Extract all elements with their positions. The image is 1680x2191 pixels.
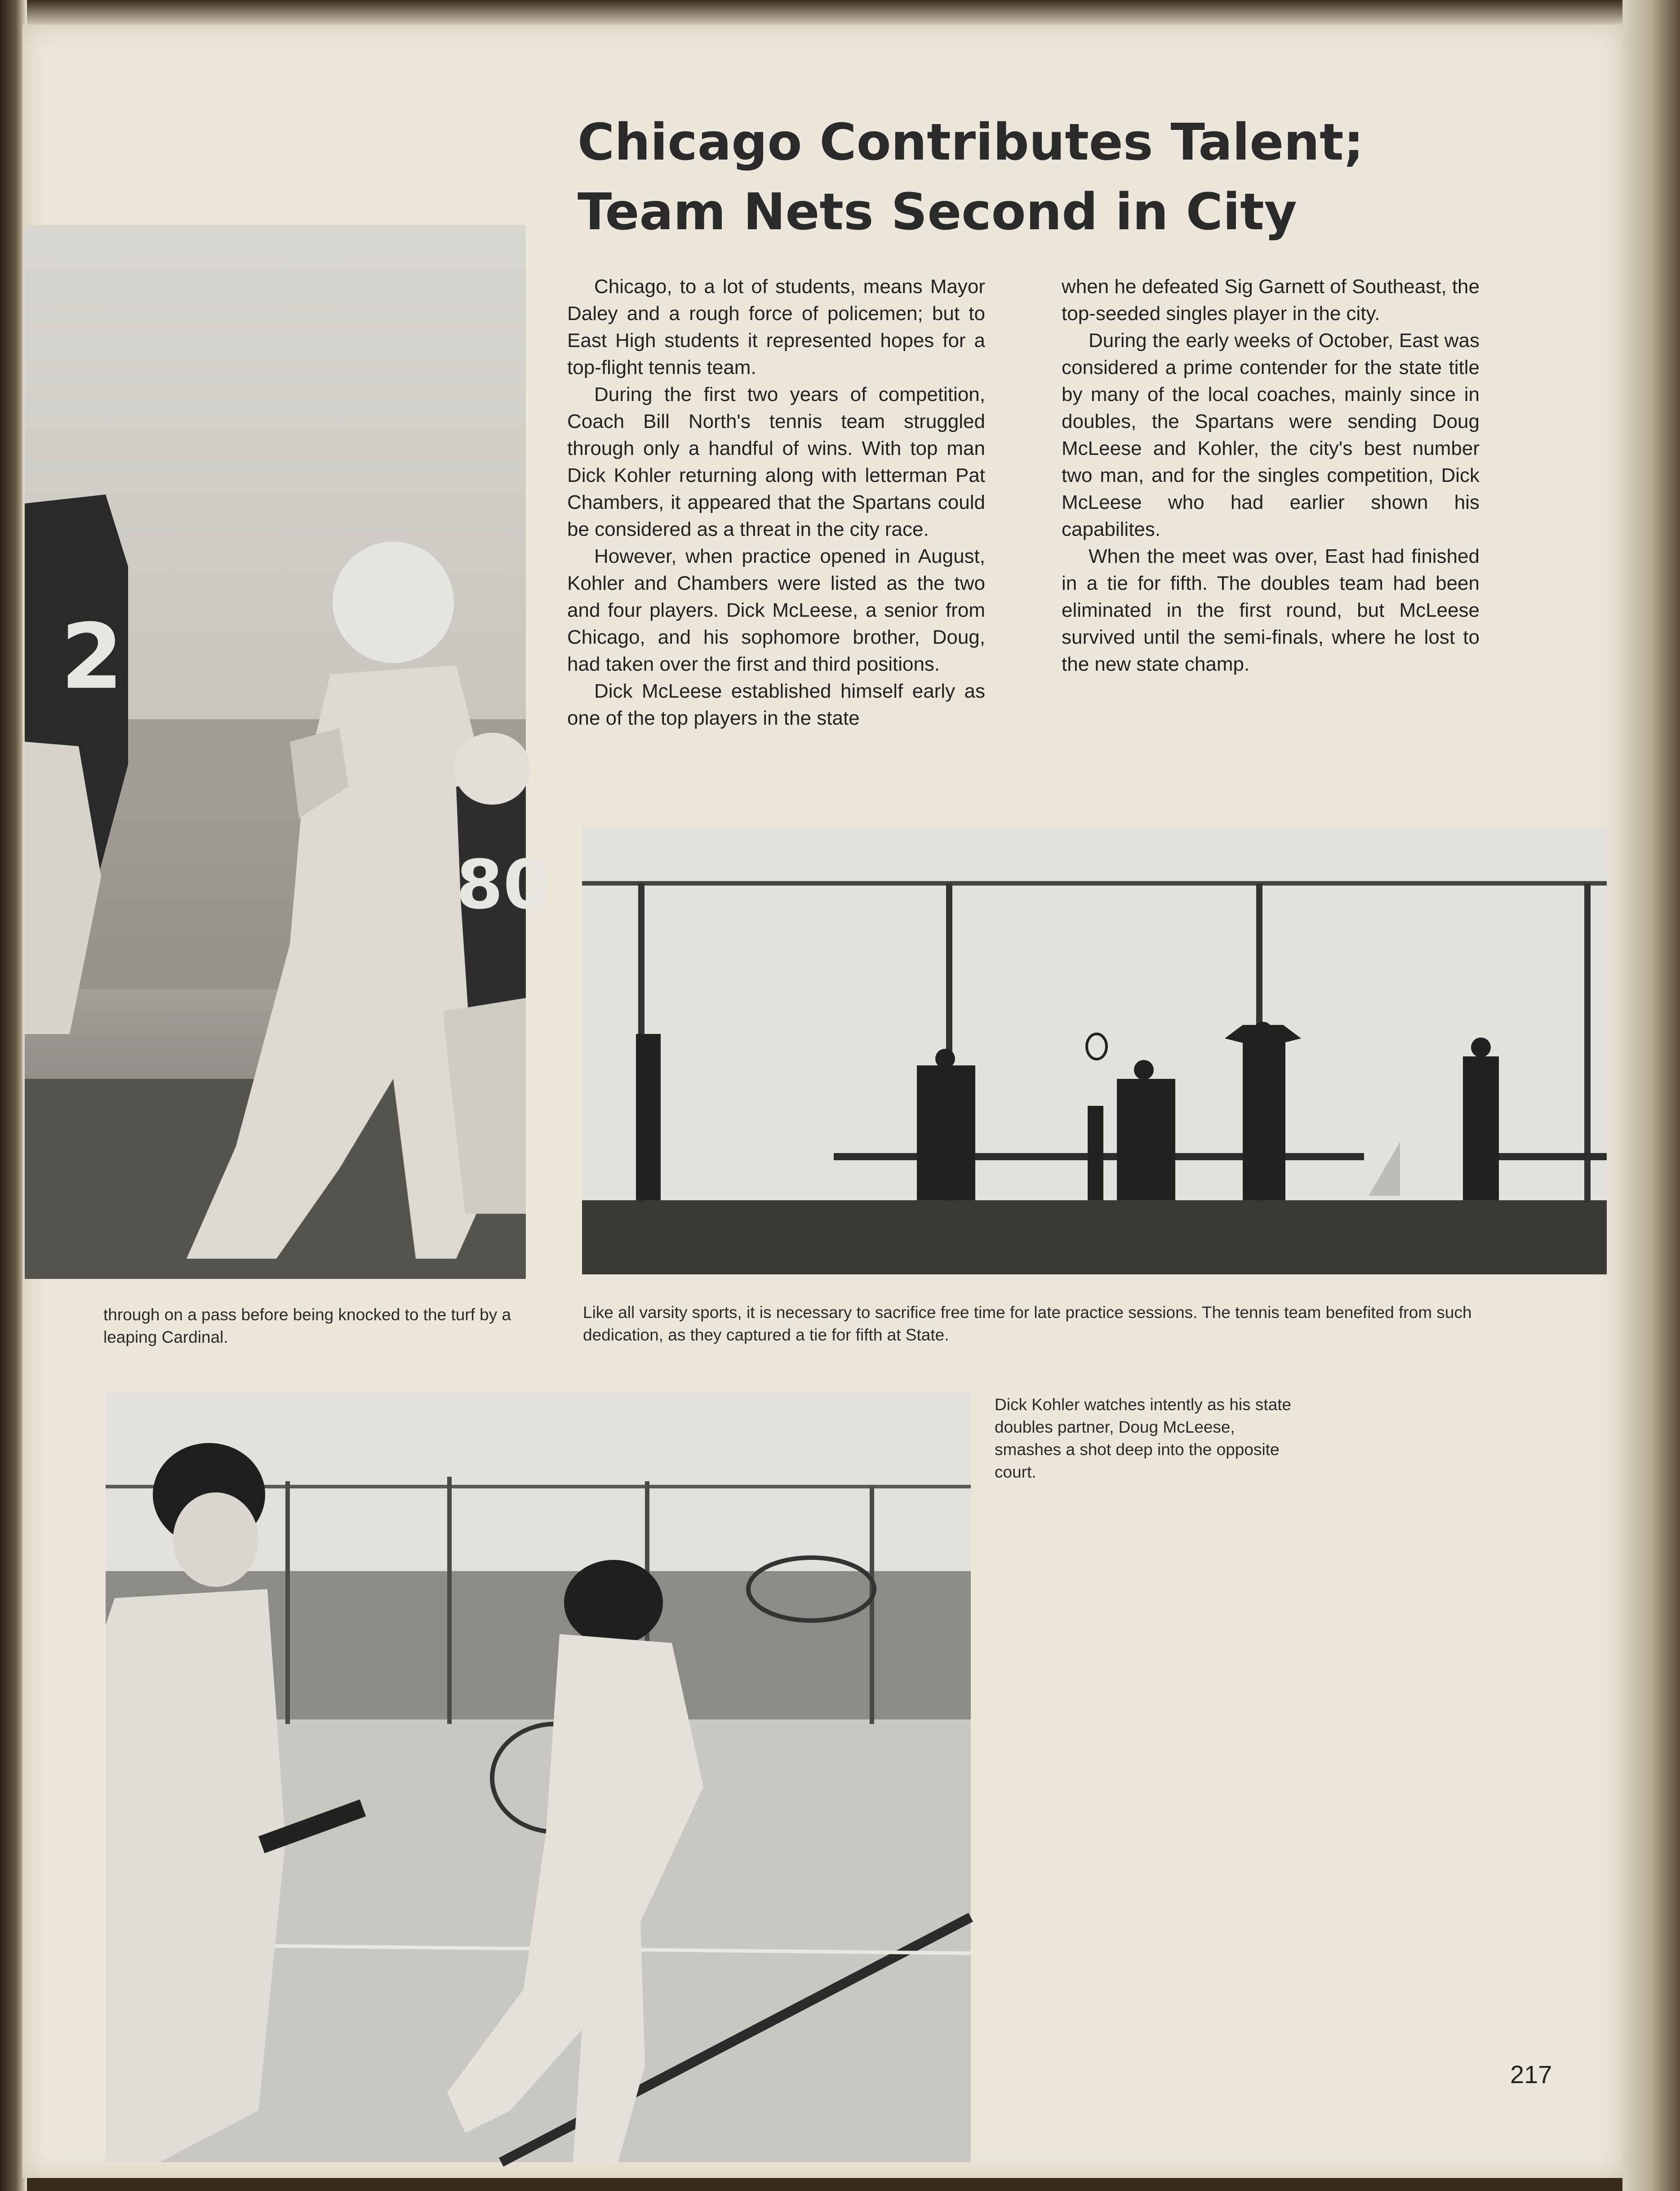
tennis-bench-photo <box>582 827 1607 1274</box>
article-column-1 <box>567 273 985 732</box>
paragraph: Dick McLeese established himself early as one of the top players in the state <box>567 680 985 729</box>
bench-scene <box>582 827 1607 1274</box>
page-top-edge <box>0 0 1680 25</box>
jersey-number-left: 2 <box>61 605 124 709</box>
paragraph: Chicago, to a lot of students, means Mayor Daley and a rough force of policemen; but to East High students it represented hopes for a top-flight tennis team. <box>567 276 985 379</box>
page-right-edge <box>1622 0 1680 2191</box>
article-column-2 <box>1062 273 1480 678</box>
paragraph: when he defeated Sig Garnett of Southeast, the top-seeded singles player in the city. <box>1062 276 1480 325</box>
tennis-doubles-photo <box>106 1391 971 2162</box>
headline-line-2: Team Nets Second in City <box>578 183 1297 241</box>
bench-caption: Like all varsity sports, it is necessary to sacrifice free time for late practice sessions. The tennis team benefited from such dedication, as they captured a tie for fifth at State. <box>583 1303 1472 1344</box>
football-caption: through on a pass before being knocked to the turf by a leaping Cardinal. <box>103 1305 511 1346</box>
football-photo <box>25 225 550 1279</box>
paragraph: However, when practice opened in August, Kohler and Chambers were listed as the two and four players. Dick McLeese, a senior from Chicago, and his sophomore brother, Doug, had taken over the first and third positions. <box>567 545 985 675</box>
paragraph: When the meet was over, East had finished in a tie for fifth. The doubles team had been eliminated in the first round, but McLeese survived until the semi-finals, where he lost to the new state champ. <box>1062 545 1480 675</box>
page-number: 217 <box>1510 2060 1552 2089</box>
paragraph: During the early weeks of October, East was considered a prime contender for the state title by many of the local coaches, mainly since in doubles, the Spartans were sending Doug McLeese and Kohler, the city's best number two man, and for the singles competition, Dick McLeese who had earlier shown his capabilites. <box>1062 330 1480 540</box>
doubles-caption: Dick Kohler watches intently as his state doubles partner, Doug McLeese, smashes a shot deep into the opposite court. <box>995 1395 1292 1481</box>
headline-line-1: Chicago Contributes Talent; <box>578 113 1364 172</box>
doubles-scene <box>106 1391 971 2162</box>
paragraph: During the first two years of competition, Coach Bill North's tennis team struggled through only a handful of wins. With top man Dick Kohler returning along with letterman Pat Chambers, it appeared that the Spartans could be considered as a threat in the city race. <box>567 383 985 540</box>
football-scene <box>25 225 550 1279</box>
jersey-number-right: 80 <box>456 846 550 924</box>
headline <box>578 108 1476 247</box>
